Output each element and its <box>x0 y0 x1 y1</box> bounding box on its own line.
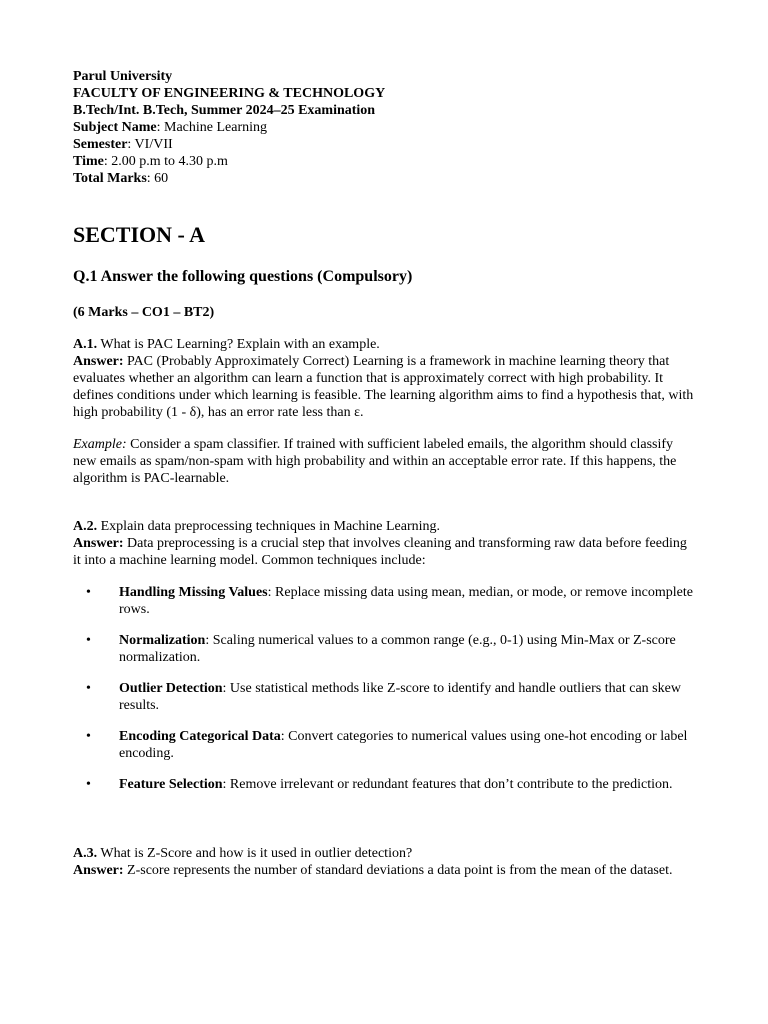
faculty-name: FACULTY OF ENGINEERING & TECHNOLOGY <box>73 86 386 101</box>
answer-2-block <box>73 518 695 569</box>
exam-header <box>73 68 713 187</box>
a3-answer-text: Z-score represents the number of standard deviations a data point is from the mean of the dataset. <box>123 863 673 878</box>
a1-answer-label: Answer: <box>73 354 124 369</box>
list-item <box>73 728 695 762</box>
a3-question <box>73 845 695 862</box>
a2-question <box>73 518 695 535</box>
bullet-icon: • <box>86 585 91 600</box>
a1-question <box>73 336 695 353</box>
question-title: Q.1 Answer the following questions (Compulsory) <box>73 268 413 285</box>
a2-answer <box>73 535 695 569</box>
semester-line <box>73 136 713 153</box>
time-label: Time <box>73 154 104 169</box>
exam-name: B.Tech/Int. B.Tech, Summer 2024–25 Examination <box>73 103 376 118</box>
a1-example <box>73 436 695 487</box>
time-line <box>73 153 713 170</box>
example-label: Example: <box>73 437 127 452</box>
technique-description: : Convert categories to numerical values using one-hot encoding or label encoding. <box>119 729 688 761</box>
technique-term: Outlier Detection <box>119 681 223 696</box>
preprocessing-techniques-list <box>73 584 695 807</box>
total-marks-label: Total Marks <box>73 171 147 186</box>
bullet-icon: • <box>86 681 91 696</box>
technique-description: : Scaling numerical values to a common range (e.g., 0-1) using Min-Max or Z-score normalization. <box>119 633 676 665</box>
a2-answer-label: Answer: <box>73 536 124 551</box>
section-title: SECTION - A <box>73 222 206 247</box>
a3-answer <box>73 862 695 879</box>
list-item <box>73 584 695 618</box>
technique-description: : Use statistical methods like Z-score to identify and handle outliers that can skew results. <box>119 681 681 713</box>
a1-question-text: What is PAC Learning? Explain with an example. <box>97 337 380 352</box>
bullet-icon: • <box>86 633 91 648</box>
a1-answer <box>73 353 695 421</box>
a2-number: A.2. <box>73 519 98 534</box>
technique-term: Normalization <box>119 633 206 648</box>
a2-answer-text: Data preprocessing is a crucial step that involves cleaning and transforming raw data before feeding it into a machine learning model. Common techniques include: <box>73 536 687 568</box>
university-name: Parul University <box>73 69 173 84</box>
technique-description: : Replace missing data using mean, median, or mode, or remove incomplete rows. <box>119 585 693 617</box>
a1-number: A.1. <box>73 337 98 352</box>
semester-value: : VI/VII <box>127 137 173 152</box>
technique-term: Encoding Categorical Data <box>119 729 281 744</box>
time-value: : 2.00 p.m to 4.30 p.m <box>103 154 228 169</box>
total-marks-line <box>73 170 713 187</box>
technique-term: Feature Selection <box>119 777 223 792</box>
answer-3-block <box>73 845 695 879</box>
a1-example-text: Consider a spam classifier. If trained with sufficient labeled emails, the algorithm should classify new emails as spam/non-spam with high probability and within an acceptable error rate. If this happens, the algorithm is PAC-learnable. <box>73 437 677 486</box>
list-item <box>73 776 695 793</box>
bullet-icon: • <box>86 729 91 744</box>
semester-label: Semester <box>73 137 128 152</box>
a1-example-block <box>73 436 695 487</box>
subject-value: : Machine Learning <box>156 120 268 135</box>
a3-number: A.3. <box>73 846 98 861</box>
answer-1-block <box>73 336 695 421</box>
list-item <box>73 680 695 714</box>
technique-description: : Remove irrelevant or redundant features that don’t contribute to the prediction. <box>222 777 673 792</box>
a3-answer-label: Answer: <box>73 863 124 878</box>
subject-line <box>73 119 713 136</box>
a1-answer-text: PAC (Probably Approximately Correct) Learning is a framework in machine learning theory that evaluates whether an algorithm can learn a function that is approximately correct with high probability. It defines conditions under which learning is feasible. The learning algorithm aims to find a hypothesis that, with high probability (1 - δ), has an error rate less than ε. <box>73 354 694 420</box>
marks-line: (6 Marks – CO1 – BT2) <box>73 305 215 320</box>
list-item <box>73 632 695 666</box>
total-marks-value: : 60 <box>146 171 169 186</box>
subject-label: Subject Name <box>73 120 157 135</box>
bullet-icon: • <box>86 777 91 792</box>
a3-question-text: What is Z-Score and how is it used in outlier detection? <box>97 846 413 861</box>
a2-question-text: Explain data preprocessing techniques in Machine Learning. <box>97 519 441 534</box>
technique-term: Handling Missing Values <box>119 585 268 600</box>
